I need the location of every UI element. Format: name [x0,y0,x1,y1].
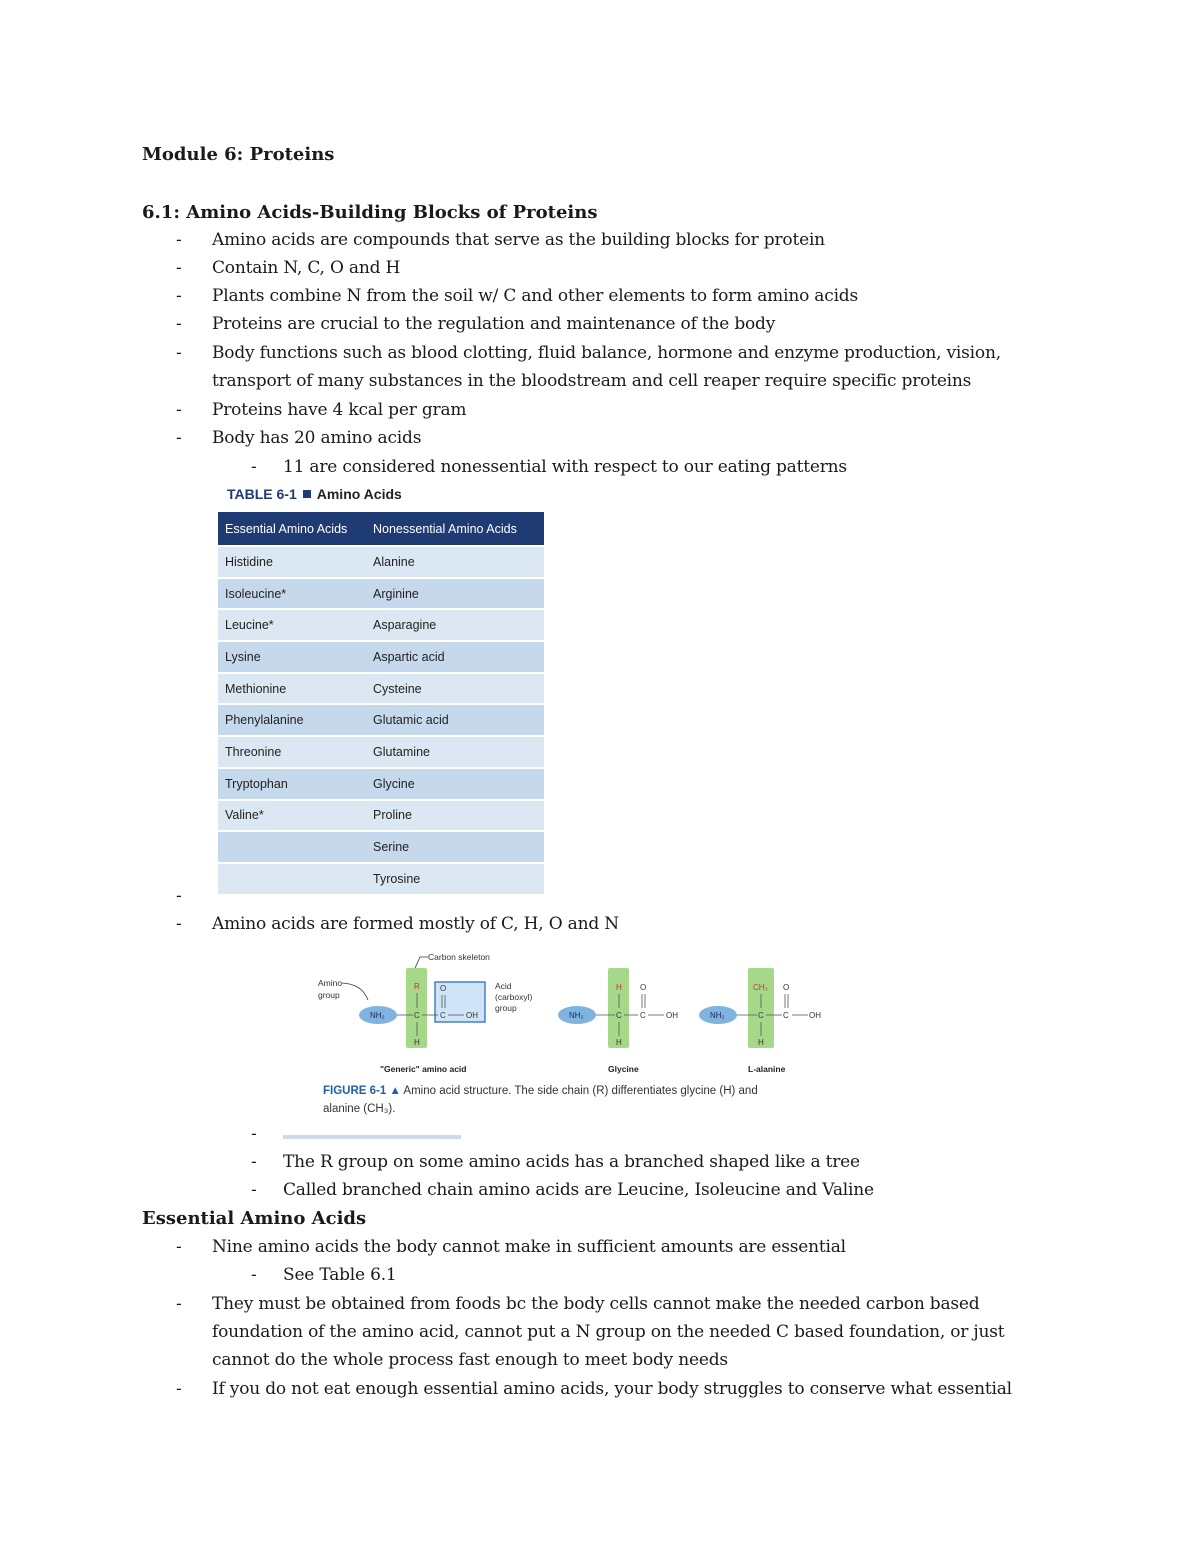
arrow-icon [415,957,428,968]
figure-label: OH [809,1011,821,1020]
figure-label: (carboxyl) [495,992,533,1002]
figure-label: group [318,990,340,1000]
bullet-dash: - [176,258,182,278]
table-cell: Asparagine [366,609,544,641]
table-cell [218,863,366,894]
table-cell: Aspartic acid [366,641,544,673]
bullet-dash: - [176,1237,182,1257]
figure-label: H [414,1038,420,1047]
figure-label: O [440,984,447,993]
figure-label: C [783,1011,789,1020]
table-cell: Proline [366,800,544,832]
bullet-item: Amino acids are compounds that serve as the building blocks for protein [212,230,825,250]
sub-bullet-item: 11 are considered nonessential with respect to our eating patterns [283,457,847,477]
bullet-item: Body has 20 amino acids [212,428,422,448]
bullet-dash: - [176,314,182,334]
figure-label: group [495,1003,517,1013]
section-title: 6.1: Amino Acids-Building Blocks of Proteins [142,202,598,223]
column-header: Nonessential Amino Acids [366,512,544,546]
module-title: Module 6: Proteins [142,144,335,165]
side-chain-box [406,968,427,1048]
bullet-item: Amino acids are formed mostly of C, H, O and N [212,914,619,934]
figure-label: C [616,1011,622,1020]
table-cell: Glycine [366,768,544,800]
table-cell: Valine* [218,800,366,832]
bullet-item: If you do not eat enough essential amino acids, your body struggles to conserve what essential [212,1379,1012,1399]
table-cell: Glutamic acid [366,704,544,736]
figure-caption: FIGURE 6-1 ▲ Amino acid structure. The side chain (R) differentiates glycine (H) and alanine (CH₃). [323,1085,758,1115]
sub-bullet-dash: - [251,1124,257,1144]
sub-bullet-dash: - [251,1265,257,1285]
table-row [218,704,544,736]
table-row [218,800,544,832]
bullet-item: Nine amino acids the body cannot make in sufficient amounts are essential [212,1237,846,1257]
table-cell: Tyrosine [366,863,544,894]
figure-label: NH₂ [370,1011,385,1020]
figure-label: Amino [318,978,343,988]
bullet-item: They must be obtained from foods bc the body cells cannot make the needed carbon based [212,1294,980,1314]
table-cell: Methionine [218,673,366,705]
bullet-item: Proteins are crucial to the regulation and maintenance of the body [212,314,776,334]
bullet-dash: - [176,914,182,934]
bullet-dash: - [176,886,182,906]
table-title [227,486,402,502]
figure-label: H [758,1038,764,1047]
figure-label: C [758,1011,764,1020]
table-cell: Lysine [218,641,366,673]
table-cell [218,831,366,863]
table-row [218,736,544,768]
bullet-item: Body functions such as blood clotting, fluid balance, hormone and enzyme production, vision, [212,343,1001,363]
sub-bullet-item: The R group on some amino acids has a branched shaped like a tree [283,1152,860,1172]
table-row [218,831,544,863]
figure-label: OH [666,1011,678,1020]
sub-bullet-dash: - [251,457,257,477]
bullet-dash: - [176,1294,182,1314]
table-cell: Histidine [218,546,366,578]
bullet-item: Contain N, C, O and H [212,258,401,278]
table-row [218,641,544,673]
figure-label: OH [466,1011,478,1020]
figure-label: O [783,983,790,992]
column-header: Essential Amino Acids [218,512,366,546]
table-cell: Leucine* [218,609,366,641]
bullet-item-continuation: foundation of the amino acid, cannot put a N group on the needed C based foundation, or just [212,1322,1005,1342]
square-bullet-icon [303,490,311,498]
sub-bullet-dash: - [251,1180,257,1200]
figure-label: Glycine [608,1064,639,1074]
bullet-item-continuation: transport of many substances in the bloodstream and cell reaper require specific proteins [212,371,972,391]
bullet-dash: - [176,230,182,250]
bullet-item-continuation: cannot do the whole process fast enough to meet body needs [212,1350,728,1370]
bullet-item: Plants combine N from the soil w/ C and other elements to form amino acids [212,286,859,306]
figure-label: NH₂ [569,1011,584,1020]
table-row [218,578,544,610]
figure-label: CH₃ [753,983,768,992]
bullet-dash: - [176,428,182,448]
table-row [218,768,544,800]
sub-bullet-dash: - [251,1152,257,1172]
table-row [218,673,544,705]
bullet-dash: - [176,286,182,306]
table-cell: Serine [366,831,544,863]
arrow-icon [342,983,368,1000]
bullet-dash: - [176,343,182,363]
faded-link-text [283,1134,461,1140]
table-cell: Glutamine [366,736,544,768]
figure-label: NH₂ [710,1011,725,1020]
amino-acid-structure-figure [318,950,838,1090]
table-row [218,863,544,894]
table-label: TABLE 6-1 [227,486,297,502]
table-row [218,609,544,641]
figure-caption-label: FIGURE 6-1 [323,1085,387,1097]
essential-heading: Essential Amino Acids [142,1208,367,1229]
table-cell: Cysteine [366,673,544,705]
table-cell: Threonine [218,736,366,768]
side-chain-box [608,968,629,1048]
table-header-row [218,512,544,546]
figure-label: R [414,982,420,991]
amino-acids-table [218,512,544,894]
sub-bullet-item: Called branched chain amino acids are Leucine, Isoleucine and Valine [283,1180,874,1200]
figure-label: H [616,983,622,992]
bullet-dash: - [176,400,182,420]
table-cell: Phenylalanine [218,704,366,736]
table-cell: Tryptophan [218,768,366,800]
bullet-dash: - [176,1379,182,1399]
figure-caption-text: Amino acid structure. The side chain (R) differentiates glycine (H) and [403,1085,758,1097]
table-cell: Alanine [366,546,544,578]
table-cell: Isoleucine* [218,578,366,610]
figure-label: C [640,1011,646,1020]
figure-caption-text: alanine (CH₃). [323,1103,396,1115]
figure-label: C [414,1011,420,1020]
figure-label: C [440,1011,446,1020]
bullet-item: Proteins have 4 kcal per gram [212,400,467,420]
figure-label: Carbon skeleton [428,952,490,962]
table-name: Amino Acids [316,486,402,502]
figure-label: O [640,983,647,992]
figure-label: L-alanine [748,1064,786,1074]
figure-label: Acid [495,981,512,991]
table-cell: Arginine [366,578,544,610]
table-row [218,546,544,578]
figure-label: H [616,1038,622,1047]
figure-label: "Generic" amino acid [380,1064,467,1074]
sub-bullet-item: See Table 6.1 [283,1265,397,1285]
